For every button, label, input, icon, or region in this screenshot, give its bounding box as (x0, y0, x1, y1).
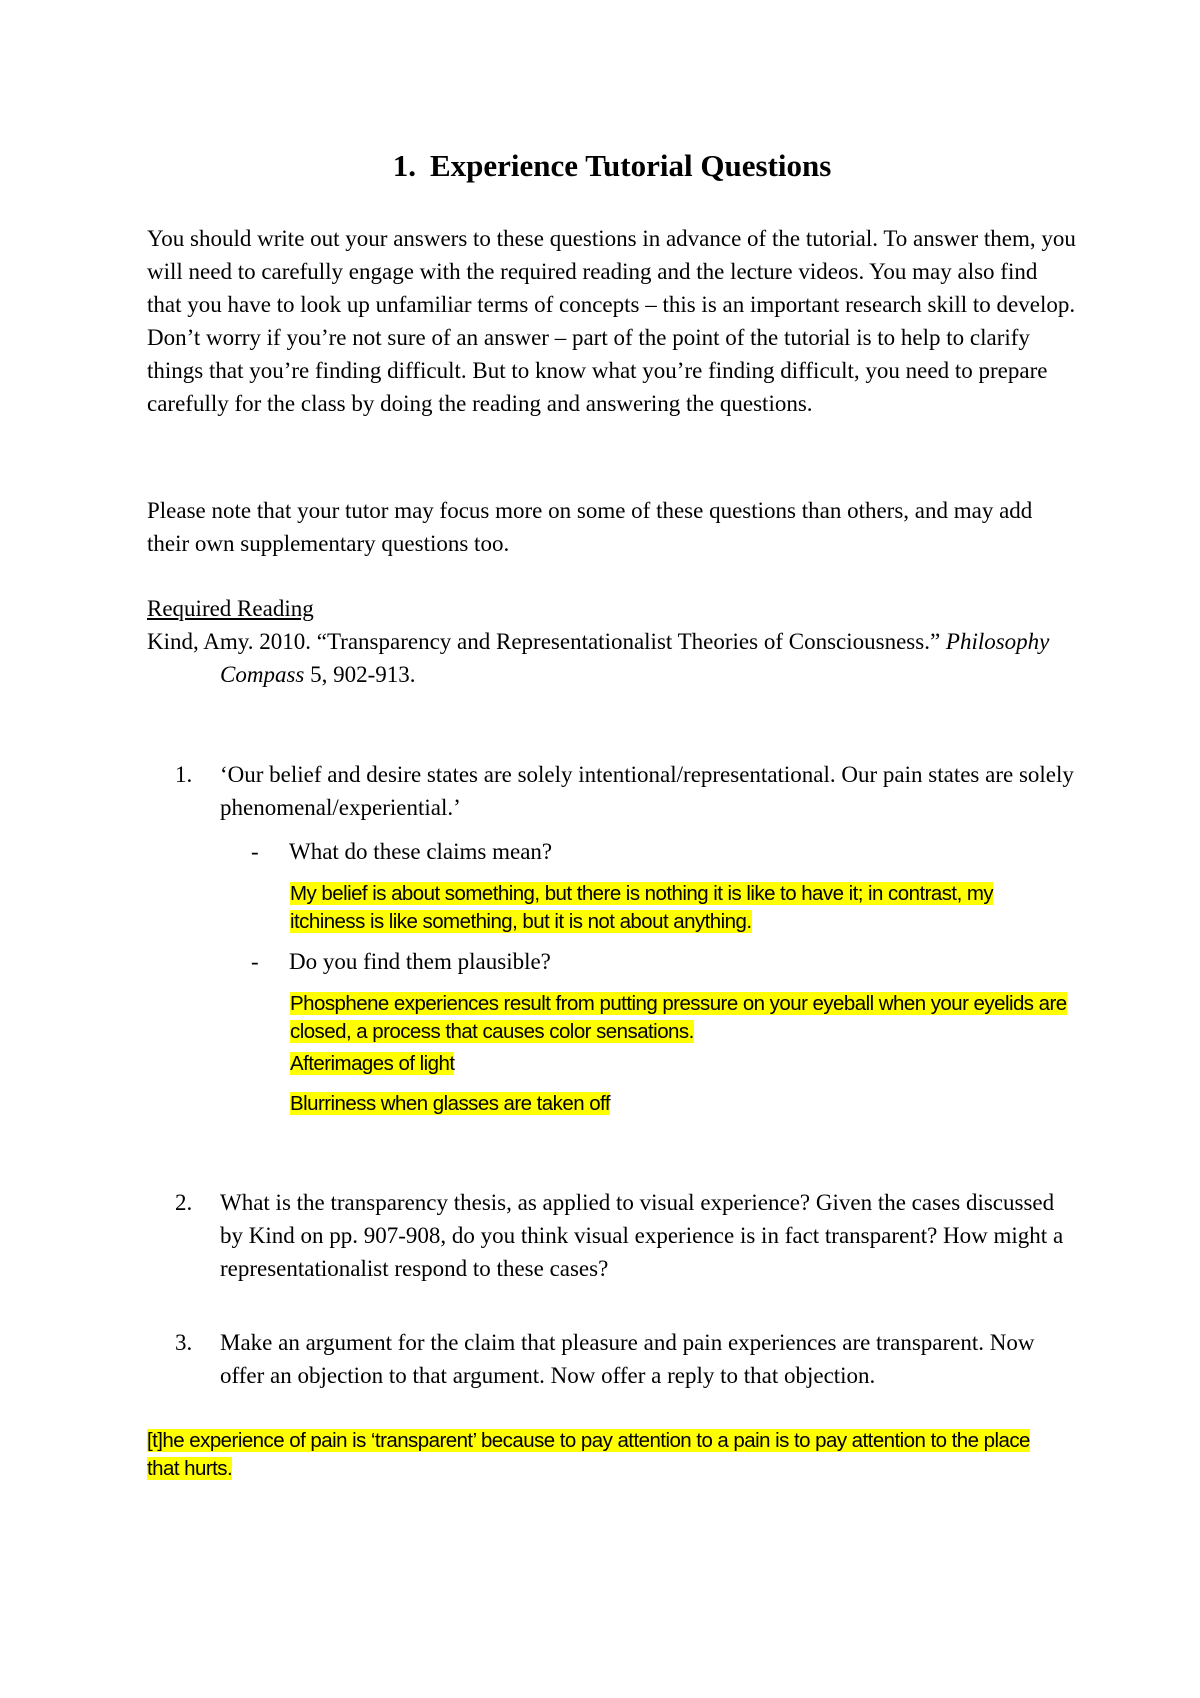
citation-start: Kind, Amy. 2010. “Transparency and Representationalist Theories of Consciousness.” (147, 629, 946, 654)
question-2 (175, 1186, 1075, 1285)
highlighted-answer (290, 1050, 454, 1078)
answer-text: [t]he experience of pain is ‘transparent’ because to pay attention to a pain is to pay attention to the place that hurts. (147, 1429, 1030, 1480)
question-number: 3. (175, 1330, 193, 1355)
title-number: 1. (392, 148, 416, 183)
citation-journal: Philosophy Compass (220, 629, 1050, 687)
question-number: 2. (175, 1190, 193, 1215)
intro-paragraph: You should write out your answers to these questions in advance of the tutorial. To answer them, you will need to carefully engage with the required reading and the lecture videos. You may also find that you have to look up unfamiliar terms of concepts – this is an important research skill to develop. Don’t worry if you’re not sure of an answer – part of the point of the tutorial is to help to clarify things that you’re finding difficult. But to know what you’re finding difficult, you need to prepare carefully for the class by doing the reading and answering the questions. (147, 226, 1076, 416)
question-1 (175, 758, 1075, 824)
dash-marker: - (251, 839, 259, 864)
highlighted-answer (147, 1427, 1047, 1483)
subquestion-text: Do you find them plausible? (289, 949, 551, 974)
question-text: What is the transparency thesis, as applied to visual experience? Given the cases discussed by Kind on pp. 907-908, do you think visual experience is in fact transparent? How might a representationalist respond to these cases? (220, 1190, 1064, 1281)
answer-text: Blurriness when glasses are taken off (290, 1092, 610, 1115)
subquestion-1b (251, 945, 551, 978)
answer-text: Afterimages of light (290, 1052, 455, 1075)
highlighted-answer (290, 990, 1070, 1046)
note-paragraph: Please note that your tutor may focus more on some of these questions than others, and may add their own supplementary questions too. (147, 498, 1033, 556)
page-title (147, 146, 1077, 186)
required-reading-heading: Required Reading (147, 596, 314, 621)
title-text: Experience Tutorial Questions (429, 148, 832, 183)
question-text: ‘Our belief and desire states are solely intentional/representational. Our pain states are solely phenomenal/experiential.’ (220, 762, 1074, 820)
answer-text: My belief is about something, but there is nothing it is like to have it; in contrast, my itchiness is like something, but it is not about anything. (290, 882, 994, 933)
subquestion-text: What do these claims mean? (289, 839, 553, 864)
subquestion-1a (251, 835, 552, 868)
answer-text: Phosphene experiences result from putting pressure on your eyeball when your eyelids are closed, a process that causes color sensations. (290, 992, 1067, 1043)
highlighted-answer (290, 1090, 610, 1118)
question-3 (175, 1326, 1075, 1392)
dash-marker: - (251, 949, 259, 974)
question-text: Make an argument for the claim that pleasure and pain experiences are transparent. Now offer an objection to that argument. Now offer a reply to that objection. (220, 1330, 1035, 1388)
reading-citation (147, 625, 1077, 691)
highlighted-answer (290, 880, 1010, 936)
question-number: 1. (175, 762, 193, 787)
citation-end: 5, 902-913. (304, 662, 416, 687)
